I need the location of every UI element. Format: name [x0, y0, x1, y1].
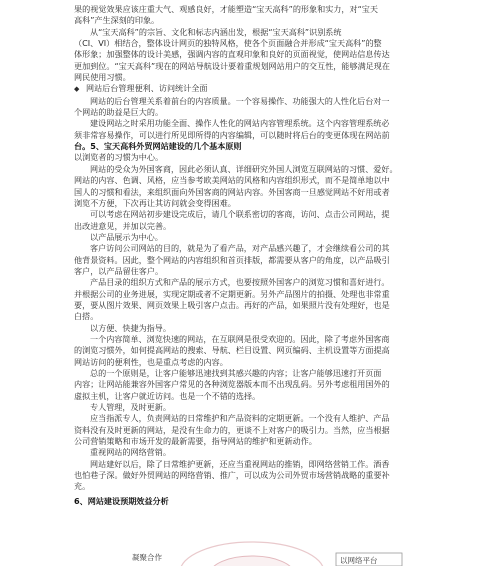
principle-heading: 重视网站的网络营销。 [90, 447, 171, 458]
body-line: 网民使用习惯。 [74, 72, 131, 83]
body-line: 虚拟主机，让客户就近访问。也是一个不错的选择。 [74, 390, 261, 401]
body-line: 建设网站之时采用功能全面、操作人性化的网站内容管理系统。这个内容管理系统必 [90, 118, 390, 129]
body-line: 须非常容易操作，可以进行所见即所得的内容编辑，可以随时将后台的变更体现在网站前 [74, 129, 390, 140]
section-heading-5: 台。5、宝天高科外贸网站建设的几个基本原则 [74, 141, 242, 152]
diagram-inner-circle [210, 556, 294, 566]
body-line: 体形象；加强整体的设计美感，强调内容的直观印象和良好的页面视觉，使网站信息传达 [74, 49, 390, 60]
body-line: 个网站的助益是巨大的。 [74, 107, 164, 118]
principle-heading: 以方便、快捷为指导。 [90, 322, 171, 333]
body-line: 高科”产生深刻的印象。 [74, 15, 160, 26]
body-line: 更加到位。“宝天高科”现在的网站导航设计要着重规划网站用户的交互性，能够满足现在 [74, 60, 390, 71]
body-line: 网站访问的便利性，也是重点考虑的内容。 [74, 356, 228, 367]
body-line: 出改进意见，并加以完善。 [74, 220, 172, 231]
bullet-heading: ◆ 网站后台管理便利、访问统计全面 [74, 83, 472, 95]
body-line: 要，要从图片效果、网页效果上吸引客户点击。再好的产品，如果照片没有处理好，也是 [74, 299, 390, 310]
body-line: 公司营销策略和市场开发的最新需要，指导网站的维护和更新动作。 [74, 436, 317, 447]
body-line: 可以考虑在网站初步建设完成后，请几个联系密切的客商，访问、点击公司网站，提 [90, 209, 390, 220]
body-line: 果的视觉效果应该庄重大气、观感良好，才能塑造“宝天高科”的形象和实力，对“宝天 [74, 4, 378, 14]
principle-heading: 专人管理，及时更新。 [90, 402, 171, 413]
body-line: 的浏览习惯外，如何提高网站的搜索、导航、栏目设置、网页编码、主机设置等方面提高 [74, 345, 390, 356]
body-line: 应当指派专人，负责网站的日常维护和产品资料的定期更新。一个没有人维护、产品 [90, 413, 390, 424]
diagram-label-left: 凝聚合作 [132, 553, 162, 562]
body-line: 白搭。 [74, 311, 99, 322]
body-line: 总的一个原则是，让客户能够迅速找到其感兴趣的内容；让客户能够迅速打开页面 [90, 368, 382, 378]
body-line: 充。 [74, 481, 91, 492]
diamond-bullet-icon: ◆ [74, 85, 80, 94]
section-heading-6: 6、网站建设预期效益分析 [74, 495, 169, 506]
body-line: 资料没有及时更新的网站，是没有生命力的，更谈不上对客户的吸引力。当然，应当根据 [74, 424, 390, 435]
body-line: 客户访问公司网站的目的，就是为了看产品，对产品感兴趣了，才会继续看公司的其 [90, 243, 390, 254]
body-line: 他背景资料。因此，整个网站的内容组织和首页排版，都需要从客户的角度，以产品吸引 [74, 254, 390, 265]
body-line: 网站建好以后，除了日常维护更新，还应当重视网站的推销，即网络营销工作。酒香 [90, 458, 390, 469]
diagram-label-right: 以网络平台 [340, 556, 378, 565]
body-line: 产品目录的组织方式和产品的展示方式，也要按照外国客户的浏览习惯和喜好进行。 [90, 277, 390, 288]
body-line: 一个内容简单、浏览快速的网站，在互联网是很受欢迎的。因此，除了考虑外国客商 [90, 333, 390, 344]
body-line: 客户，以产品留住客户。 [74, 265, 164, 276]
body-line: 网站的内容、色调、风格，应当参考欧美网站的风格和内容组织形式，而不是简单地以中 [74, 175, 390, 186]
body-line: （CI、VI）相结合，整体设计网页的独特风格，使各个页面融合并形成“宝天高科”的整 [74, 38, 382, 49]
benefit-diagram [74, 526, 472, 566]
body-line: 网站的后台管理关系着前台的内容质量。一个容易操作、功能强大的人性化后台对一 [90, 95, 390, 106]
body-line: 内容；让网站能兼容外国客户常见的各种浏览器版本而不出现乱码。另外考虑租用国外的 [74, 379, 390, 390]
body-line: 国人的习惯和看法，来组织面向外国客商的网站内容。外国客商一旦感觉网站不好用或者 [74, 186, 390, 197]
body-line: 浏览不方便，下次再让其访问就会变得困难。 [74, 197, 236, 208]
body-line: 并根据公司的业务进展，实现定期或者不定期更新。另外产品图片的拍摄、处理也非常重 [74, 288, 390, 299]
principle-heading: 以产品展示为中心。 [90, 231, 163, 242]
body-line: 从“宝天高科”的宗旨、文化和标志内涵出发，根据“宝天高科”识别系统 [90, 26, 342, 37]
principle-heading: 以浏览者的习惯为中心。 [74, 152, 164, 163]
body-line: 网站的受众为外国客商，因此必须认真、详细研究外国人浏览互联网站的习惯、爱好。 [90, 163, 398, 174]
body-line: 也怕巷子深。做好外贸网站的网络营销、推广，可以成为公司外贸市场营销战略的重要补 [74, 470, 390, 481]
